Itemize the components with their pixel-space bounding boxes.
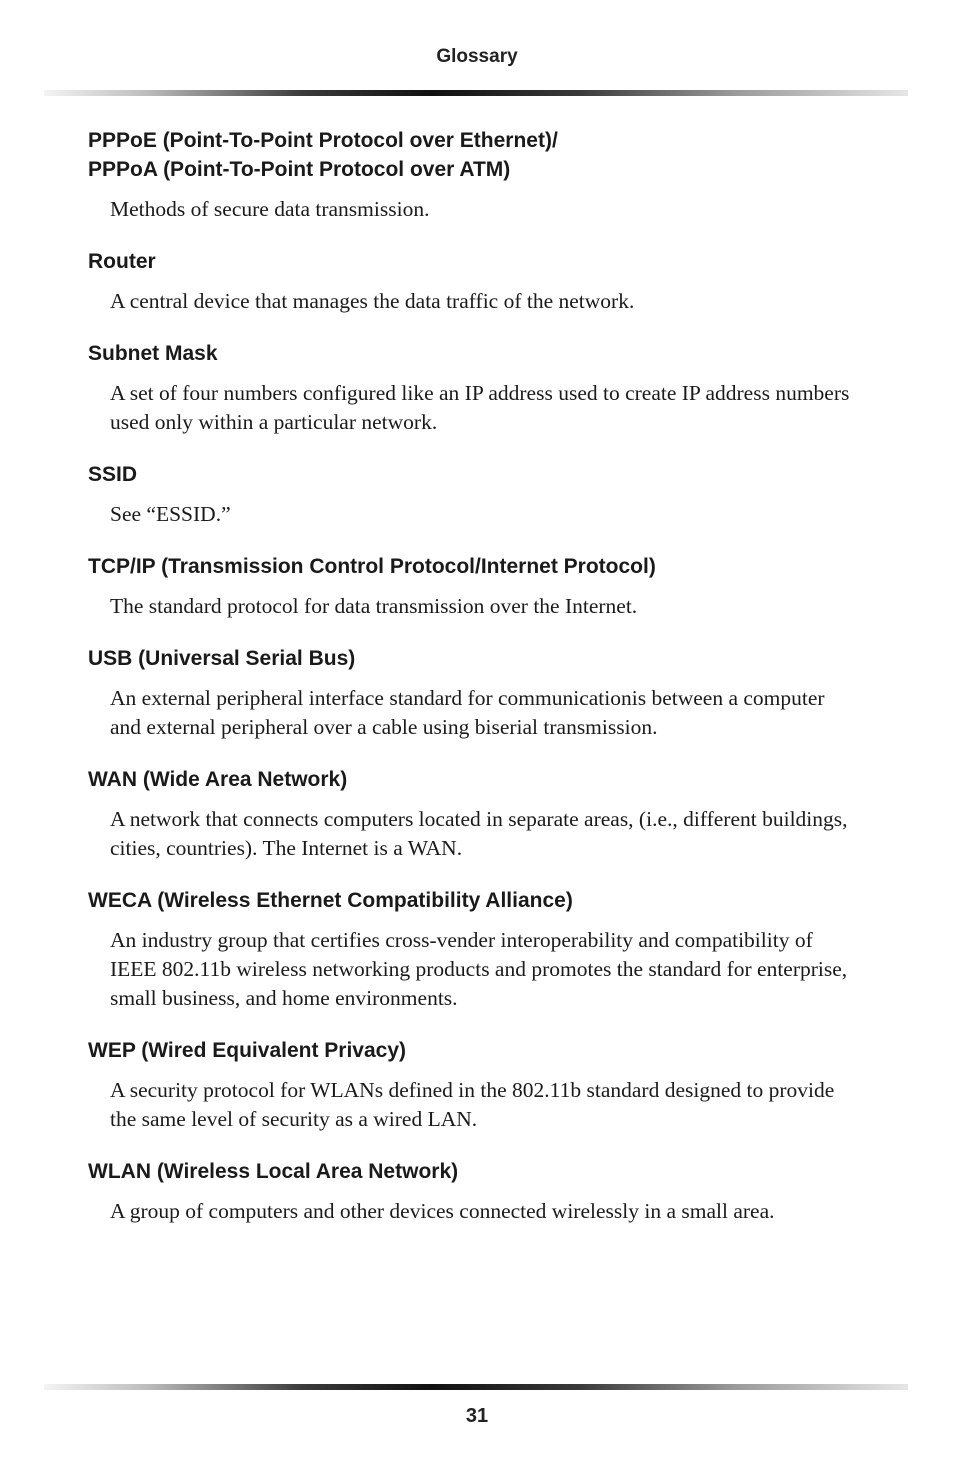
glossary-term-line: PPPoA (Point-To-Point Protocol over ATM): [88, 158, 511, 181]
glossary-entry: [88, 126, 868, 224]
glossary-term: WLAN (Wireless Local Area Network): [88, 1160, 459, 1183]
glossary-definition: A security protocol for WLANs defined in the 802.11b standard designed to provide the same level of security as a wired LAN.: [110, 1078, 835, 1131]
glossary-entry: [88, 1157, 868, 1226]
glossary-entry: [88, 247, 868, 316]
glossary-term: Router: [88, 250, 156, 273]
page-number: 31: [465, 1405, 489, 1427]
glossary-definition: An industry group that certifies cross-vender interoperability and compatibility of IEEE 802.11b wireless networking products and promotes the standard for enterprise, small business, and home environments.: [110, 928, 848, 1010]
glossary-definition: A group of computers and other devices connected wirelessly in a small area.: [110, 1199, 775, 1223]
glossary-definition: The standard protocol for data transmission over the Internet.: [110, 594, 638, 618]
glossary-definition: Methods of secure data transmission.: [110, 197, 430, 221]
glossary-entry: [88, 339, 868, 437]
glossary-term: USB (Universal Serial Bus): [88, 647, 356, 670]
glossary-entry: [88, 644, 868, 742]
header-divider: [44, 90, 908, 96]
glossary-entry: [88, 765, 868, 863]
glossary-term: WAN (Wide Area Network): [88, 768, 348, 791]
glossary-entry: [88, 886, 868, 1013]
glossary-term: WEP (Wired Equivalent Privacy): [88, 1039, 407, 1062]
footer-divider: [44, 1384, 908, 1390]
glossary-term: SSID: [88, 463, 138, 486]
glossary-term: [88, 126, 868, 184]
glossary-entry: [88, 552, 868, 621]
page-header-title: Glossary: [436, 46, 518, 67]
glossary-entry: [88, 460, 868, 529]
glossary-definition: An external peripheral interface standard for communicationis between a computer and external peripheral over a cable using biserial transmission.: [110, 686, 825, 739]
glossary-definition: A central device that manages the data traffic of the network.: [110, 289, 635, 313]
glossary-term: WECA (Wireless Ethernet Compatibility Alliance): [88, 889, 573, 912]
glossary-definition: See “ESSID.”: [110, 502, 231, 526]
glossary-definition: A set of four numbers configured like an IP address used to create IP address numbers used only within a particular network.: [110, 381, 850, 434]
glossary-definition: A network that connects computers located in separate areas, (i.e., different buildings, cities, countries). The Internet is a WAN.: [110, 807, 848, 860]
glossary-term: Subnet Mask: [88, 342, 218, 365]
glossary-term: TCP/IP (Transmission Control Protocol/Internet Protocol): [88, 555, 656, 578]
glossary-entry: [88, 1036, 868, 1134]
glossary-list: [88, 126, 868, 1249]
glossary-term-line: PPPoE (Point-To-Point Protocol over Ethernet)/: [88, 129, 558, 152]
